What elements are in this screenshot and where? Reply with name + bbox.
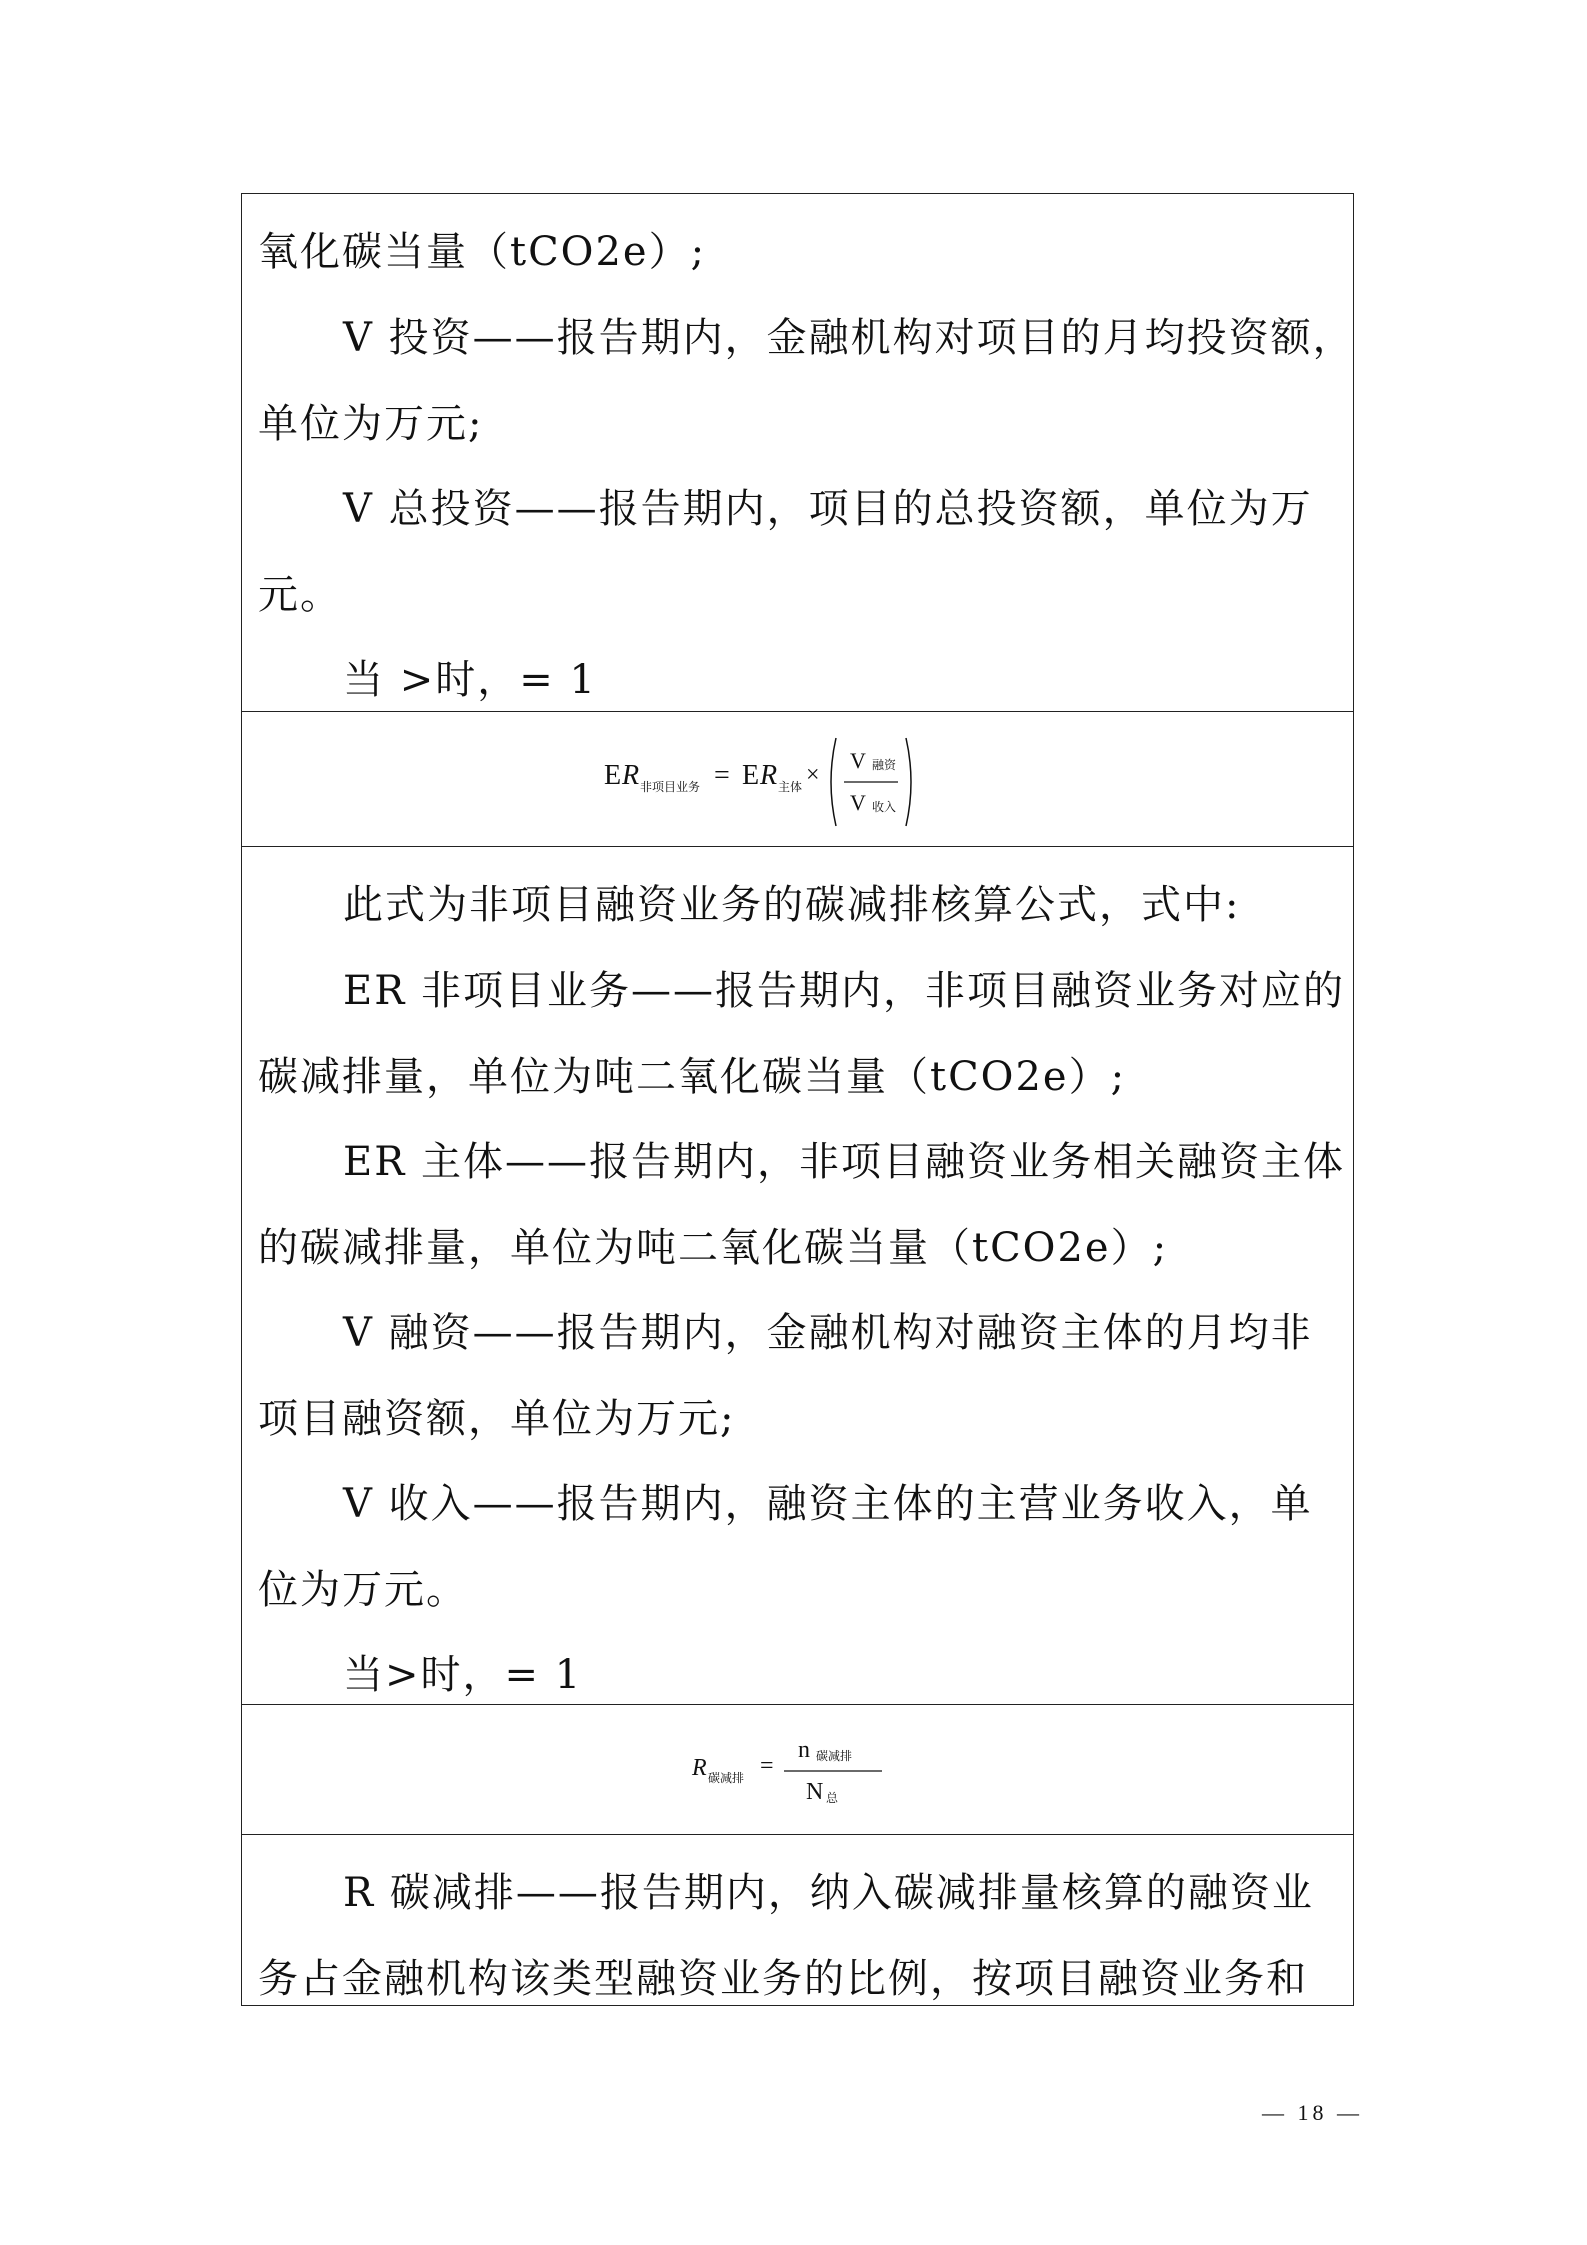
document-table	[241, 193, 1354, 2006]
formula-cell-2	[242, 1705, 1353, 1835]
text-line: 此式为非项目融资业务的碳减排核算公式，式中:	[343, 882, 1241, 928]
text-line: 位为万元。	[258, 1567, 468, 1613]
formula-subscript: 融资	[872, 758, 897, 772]
formula-subscript: 碳减排	[708, 1771, 745, 1785]
text-line: V 总投资——报告期内，项目的总投资额，单位为万	[343, 486, 1313, 532]
text-line: V 融资——报告期内，金融机构对融资主体的月均非	[343, 1310, 1313, 1356]
formula-denominator: N	[806, 1779, 824, 1805]
formula-r-carbon-reduction	[692, 1725, 912, 1815]
formula-symbol: R	[760, 760, 778, 791]
formula-subscript: 收入	[872, 800, 897, 814]
text-line: R 碳减排——报告期内，纳入碳减排量核算的融资业	[343, 1870, 1314, 1916]
formula-symbol: E	[742, 760, 760, 791]
formula-times: ×	[806, 762, 820, 788]
definitions-cell-3	[242, 1835, 1353, 2005]
definitions-cell-2	[242, 847, 1353, 1705]
text-line: ER 主体——报告期内，非项目融资业务相关融资主体	[343, 1139, 1346, 1185]
formula-subscript: 主体	[778, 780, 803, 794]
text-line: V 收入——报告期内，融资主体的主营业务收入，单	[343, 1481, 1313, 1527]
text-line: V 投资——报告期内，金融机构对项目的月均投资额，	[343, 315, 1355, 361]
text-line: 当 >时，= 1	[343, 657, 597, 703]
formula-subscript: 碳减排	[816, 1749, 853, 1763]
text-line: 的碳减排量，单位为吨二氧化碳当量（tCO2e）;	[258, 1225, 1169, 1271]
text-line: 元。	[258, 572, 342, 618]
formula-symbol: R	[692, 1755, 707, 1781]
formula-er-non-project	[604, 732, 1004, 832]
text-line: 当>时，= 1	[343, 1652, 583, 1698]
formula-numerator: n	[798, 1737, 810, 1763]
text-line: 项目融资额，单位为万元;	[258, 1396, 736, 1442]
formula-cell-1	[242, 712, 1353, 847]
formula-symbol: R	[622, 760, 640, 791]
text-line: 氧化碳当量（tCO2e）;	[258, 229, 707, 275]
paren-icon	[826, 732, 916, 832]
formula-numerator: V	[850, 748, 866, 773]
page-number: — 18 —	[1262, 2100, 1363, 2125]
formula-denominator: V	[850, 790, 866, 815]
formula-symbol: E	[604, 760, 622, 791]
formula-subscript: 非项目业务	[640, 780, 701, 794]
text-line: ER 非项目业务——报告期内，非项目融资业务对应的	[343, 968, 1346, 1014]
formula-subscript: 总	[826, 1791, 839, 1805]
formula-equals: =	[760, 1753, 774, 1779]
formula-equals: =	[714, 760, 730, 791]
text-line: 单位为万元;	[258, 401, 484, 447]
text-line: 务占金融机构该类型融资业务的比例，按项目融资业务和	[258, 1956, 1308, 2002]
text-line: 碳减排量，单位为吨二氧化碳当量（tCO2e）;	[258, 1054, 1127, 1100]
definitions-cell-1	[242, 194, 1353, 712]
